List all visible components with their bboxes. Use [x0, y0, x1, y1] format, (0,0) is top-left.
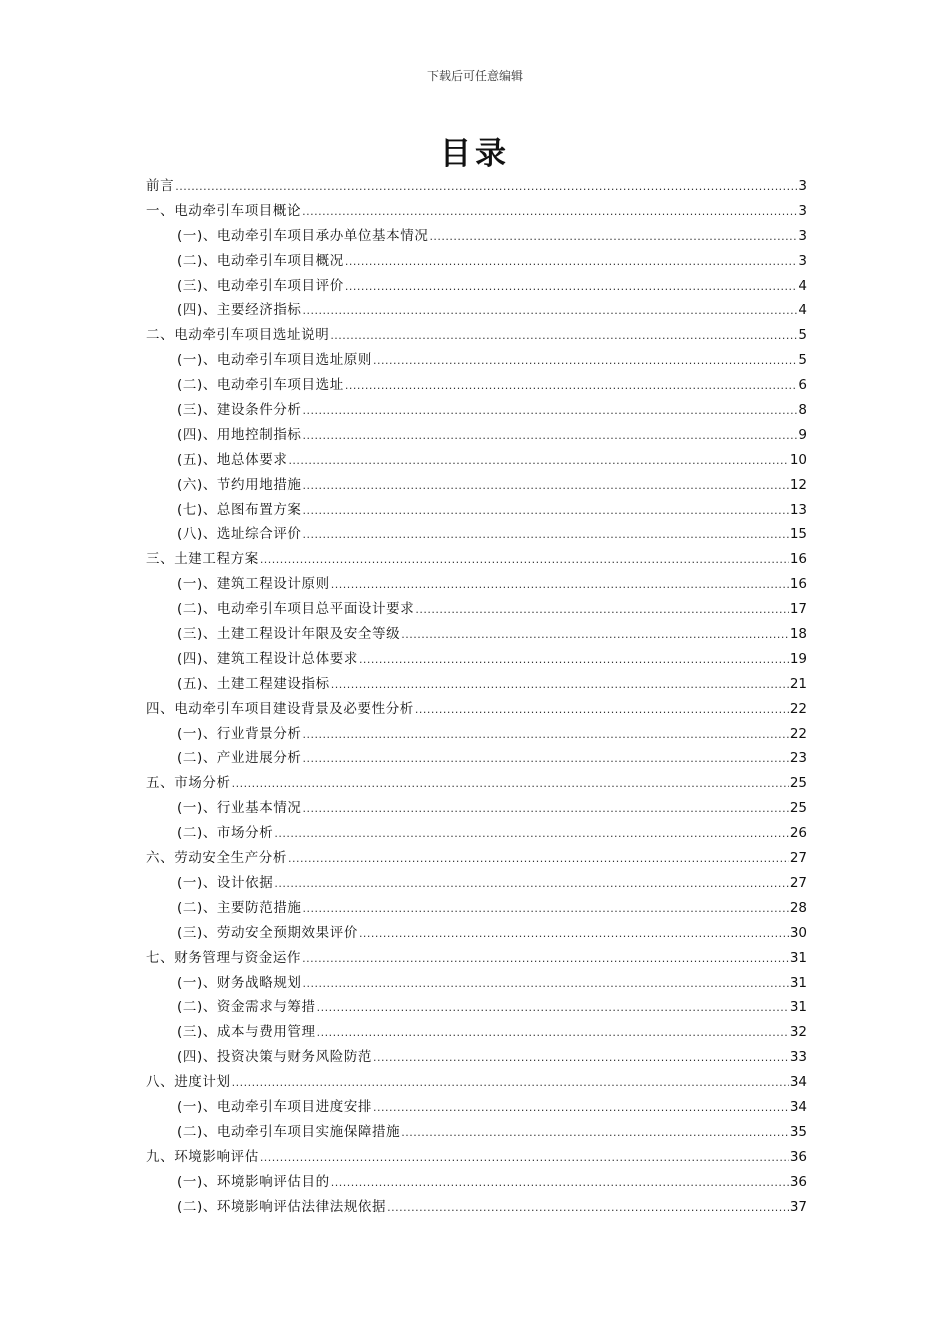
toc-entry[interactable] — [146, 622, 807, 647]
toc-entry-label: 五、市场分析 — [146, 775, 231, 792]
toc-entry-page: 25 — [789, 800, 807, 817]
toc-entry-page: 26 — [789, 825, 807, 842]
toc-entry-label: 三、土建工程方案 — [146, 551, 259, 568]
dot-leader — [303, 523, 789, 548]
toc-entry[interactable] — [146, 473, 807, 498]
dot-leader — [260, 548, 789, 573]
toc-entry-label: (五)、土建工程建设指标 — [177, 675, 330, 692]
toc-entry-label: (三)、建设条件分析 — [177, 402, 302, 419]
toc-entry-label: (一)、设计依据 — [177, 874, 274, 891]
dot-leader — [302, 200, 797, 225]
toc-entry[interactable] — [146, 323, 807, 348]
toc-entry-label: (四)、用地控制指标 — [177, 426, 302, 443]
dot-leader — [260, 1146, 789, 1171]
toc-entry-page: 5 — [798, 327, 807, 344]
dot-leader — [302, 947, 789, 972]
table-of-contents — [146, 174, 807, 1219]
page-header: 下载后可任意编辑 — [426, 69, 523, 83]
toc-entry[interactable] — [146, 921, 807, 946]
dot-leader — [345, 250, 798, 275]
toc-entry-label: (一)、财务战略规划 — [177, 974, 302, 991]
toc-entry[interactable] — [146, 1045, 807, 1070]
dot-leader — [415, 598, 788, 623]
toc-entry[interactable] — [146, 871, 807, 896]
toc-entry-label: (三)、劳动安全预期效果评价 — [177, 924, 358, 941]
toc-entry[interactable] — [146, 597, 807, 622]
toc-entry[interactable] — [146, 647, 807, 672]
toc-entry-label: (一)、行业背景分析 — [177, 725, 302, 742]
toc-entry[interactable] — [146, 995, 807, 1020]
toc-entry-page: 32 — [789, 1024, 807, 1041]
dot-leader — [359, 648, 789, 673]
toc-entry-label: 八、进度计划 — [146, 1074, 231, 1091]
dot-leader — [303, 499, 789, 524]
toc-entry-label: (四)、建筑工程设计总体要求 — [177, 650, 358, 667]
dot-leader — [331, 673, 789, 698]
dot-leader — [415, 698, 789, 723]
toc-entry-label: (二)、市场分析 — [177, 825, 274, 842]
dot-leader — [232, 772, 789, 797]
dot-leader — [387, 1196, 789, 1221]
toc-entry-label: (五)、地总体要求 — [177, 451, 288, 468]
toc-entry-page: 36 — [789, 1173, 807, 1190]
toc-entry[interactable] — [146, 1145, 807, 1170]
toc-entry[interactable] — [146, 1020, 807, 1045]
toc-entry-page: 27 — [789, 850, 807, 867]
toc-entry-page: 34 — [789, 1074, 807, 1091]
toc-entry-page: 6 — [798, 377, 807, 394]
dot-leader — [373, 349, 797, 374]
toc-entry-label: (一)、电动牵引车项目承办单位基本情况 — [177, 227, 429, 244]
toc-entry[interactable] — [146, 896, 807, 921]
toc-entry-label: 九、环境影响评估 — [146, 1148, 259, 1165]
toc-entry[interactable] — [146, 547, 807, 572]
dot-leader — [288, 449, 788, 474]
toc-entry-page: 30 — [789, 924, 807, 941]
toc-entry-page: 21 — [789, 675, 807, 692]
toc-entry[interactable] — [146, 796, 807, 821]
toc-entry-label: 六、劳动安全生产分析 — [146, 850, 287, 867]
toc-entry[interactable] — [146, 771, 807, 796]
toc-entry[interactable] — [146, 498, 807, 523]
toc-entry-page: 3 — [798, 202, 807, 219]
toc-entry-page: 31 — [789, 974, 807, 991]
toc-entry-label: (一)、行业基本情况 — [177, 800, 302, 817]
toc-entry[interactable] — [146, 398, 807, 423]
toc-entry-page: 4 — [798, 302, 807, 319]
dot-leader — [401, 1121, 789, 1146]
dot-leader — [274, 872, 788, 897]
toc-entry-page: 35 — [789, 1123, 807, 1140]
dot-leader — [303, 474, 789, 499]
toc-entry[interactable] — [146, 224, 807, 249]
toc-entry[interactable] — [146, 746, 807, 771]
dot-leader — [401, 623, 789, 648]
toc-entry-label: (二)、主要防范措施 — [177, 899, 302, 916]
dot-leader — [330, 324, 797, 349]
dot-leader — [303, 399, 798, 424]
toc-entry-label: (二)、产业进展分析 — [177, 750, 302, 767]
toc-entry-page: 5 — [798, 352, 807, 369]
page-title: 目录 — [440, 136, 510, 172]
dot-leader — [373, 1096, 789, 1121]
dot-leader — [345, 275, 798, 300]
toc-entry-page: 31 — [789, 949, 807, 966]
toc-entry-page: 19 — [789, 650, 807, 667]
toc-entry-page: 37 — [789, 1198, 807, 1215]
toc-entry[interactable] — [146, 672, 807, 697]
dot-leader — [331, 573, 789, 598]
toc-entry-label: (三)、土建工程设计年限及安全等级 — [177, 626, 401, 643]
toc-entry-label: (一)、建筑工程设计原则 — [177, 576, 330, 593]
toc-entry-page: 12 — [789, 476, 807, 493]
toc-entry[interactable] — [146, 423, 807, 448]
toc-entry-label: 二、电动牵引车项目选址说明 — [146, 327, 330, 344]
toc-entry[interactable] — [146, 1170, 807, 1195]
toc-entry-page: 3 — [798, 252, 807, 269]
toc-entry-page: 15 — [789, 526, 807, 543]
toc-entry-label: 前言 — [146, 178, 175, 194]
toc-entry-label: (六)、节约用地措施 — [177, 476, 302, 493]
toc-entry-page: 9 — [798, 426, 807, 443]
dot-leader — [303, 897, 789, 922]
toc-entry-page: 27 — [789, 874, 807, 891]
toc-entry-label: (三)、电动牵引车项目评价 — [177, 277, 344, 294]
dot-leader — [288, 847, 789, 872]
toc-entry-label: (三)、成本与费用管理 — [177, 1024, 316, 1041]
toc-entry-page: 13 — [789, 501, 807, 518]
toc-entry[interactable] — [146, 1195, 807, 1220]
dot-leader — [303, 299, 798, 324]
toc-entry[interactable] — [146, 174, 807, 199]
dot-leader — [429, 225, 797, 250]
toc-entry-page: 17 — [789, 601, 807, 618]
toc-entry-label: (八)、选址综合评价 — [177, 526, 302, 543]
dot-leader — [303, 747, 789, 772]
toc-entry[interactable] — [146, 1070, 807, 1095]
dot-leader — [232, 1071, 789, 1096]
dot-leader — [331, 1171, 789, 1196]
toc-entry[interactable] — [146, 572, 807, 597]
toc-entry-page: 36 — [789, 1148, 807, 1165]
toc-entry-page: 31 — [789, 999, 807, 1016]
toc-entry-label: (四)、主要经济指标 — [177, 302, 302, 319]
toc-entry-label: (一)、电动牵引车项目进度安排 — [177, 1098, 373, 1115]
toc-entry-label: (二)、资金需求与筹措 — [177, 999, 316, 1016]
toc-entry-page: 33 — [789, 1049, 807, 1066]
toc-entry-page: 34 — [789, 1098, 807, 1115]
toc-entry[interactable] — [146, 448, 807, 473]
toc-entry-page: 18 — [789, 626, 807, 643]
toc-entry-page: 22 — [789, 700, 807, 717]
toc-entry[interactable] — [146, 722, 807, 747]
toc-entry[interactable] — [146, 946, 807, 971]
toc-entry[interactable] — [146, 274, 807, 299]
toc-entry[interactable] — [146, 249, 807, 274]
toc-entry-page: 23 — [789, 750, 807, 767]
toc-entry-page: 10 — [789, 451, 807, 468]
toc-entry-page: 16 — [789, 576, 807, 593]
toc-entry[interactable] — [146, 971, 807, 996]
toc-entry[interactable] — [146, 199, 807, 224]
toc-entry[interactable] — [146, 373, 807, 398]
toc-entry[interactable] — [146, 298, 807, 323]
toc-entry-label: (二)、电动牵引车项目选址 — [177, 377, 344, 394]
toc-entry-label: (一)、环境影响评估目的 — [177, 1173, 330, 1190]
toc-entry-label: (七)、总图布置方案 — [177, 501, 302, 518]
toc-entry[interactable] — [146, 821, 807, 846]
toc-entry[interactable] — [146, 348, 807, 373]
toc-entry-label: 一、电动牵引车项目概论 — [146, 202, 302, 219]
dot-leader — [373, 1046, 789, 1071]
toc-entry-label: 七、财务管理与资金运作 — [146, 949, 302, 966]
toc-entry[interactable] — [146, 846, 807, 871]
toc-entry-page: 22 — [789, 725, 807, 742]
dot-leader — [303, 424, 798, 449]
toc-entry-label: (一)、电动牵引车项目选址原则 — [177, 352, 373, 369]
toc-entry-label: (二)、电动牵引车项目实施保障措施 — [177, 1123, 401, 1140]
dot-leader — [274, 822, 788, 847]
toc-entry-label: (二)、电动牵引车项目概况 — [177, 252, 344, 269]
toc-entry-label: (四)、投资决策与财务风险防范 — [177, 1049, 373, 1066]
dot-leader — [317, 1021, 789, 1046]
toc-entry-page: 16 — [789, 551, 807, 568]
toc-entry[interactable] — [146, 1120, 807, 1145]
toc-entry-page: 4 — [798, 277, 807, 294]
toc-entry-label: (二)、环境影响评估法律法规依据 — [177, 1198, 387, 1215]
dot-leader — [359, 922, 789, 947]
toc-entry[interactable] — [146, 1095, 807, 1120]
toc-entry-page: 28 — [789, 899, 807, 916]
toc-entry-label: (二)、电动牵引车项目总平面设计要求 — [177, 601, 415, 618]
dot-leader — [303, 723, 789, 748]
toc-entry-page: 25 — [789, 775, 807, 792]
dot-leader — [303, 797, 789, 822]
dot-leader — [175, 175, 797, 200]
dot-leader — [345, 374, 798, 399]
toc-entry-page: 3 — [798, 178, 807, 194]
toc-entry-label: 四、电动牵引车项目建设背景及必要性分析 — [146, 700, 414, 717]
dot-leader — [317, 996, 789, 1021]
toc-entry[interactable] — [146, 697, 807, 722]
toc-entry[interactable] — [146, 522, 807, 547]
toc-entry-page: 8 — [798, 402, 807, 419]
dot-leader — [303, 972, 789, 997]
toc-entry-page: 3 — [798, 227, 807, 244]
